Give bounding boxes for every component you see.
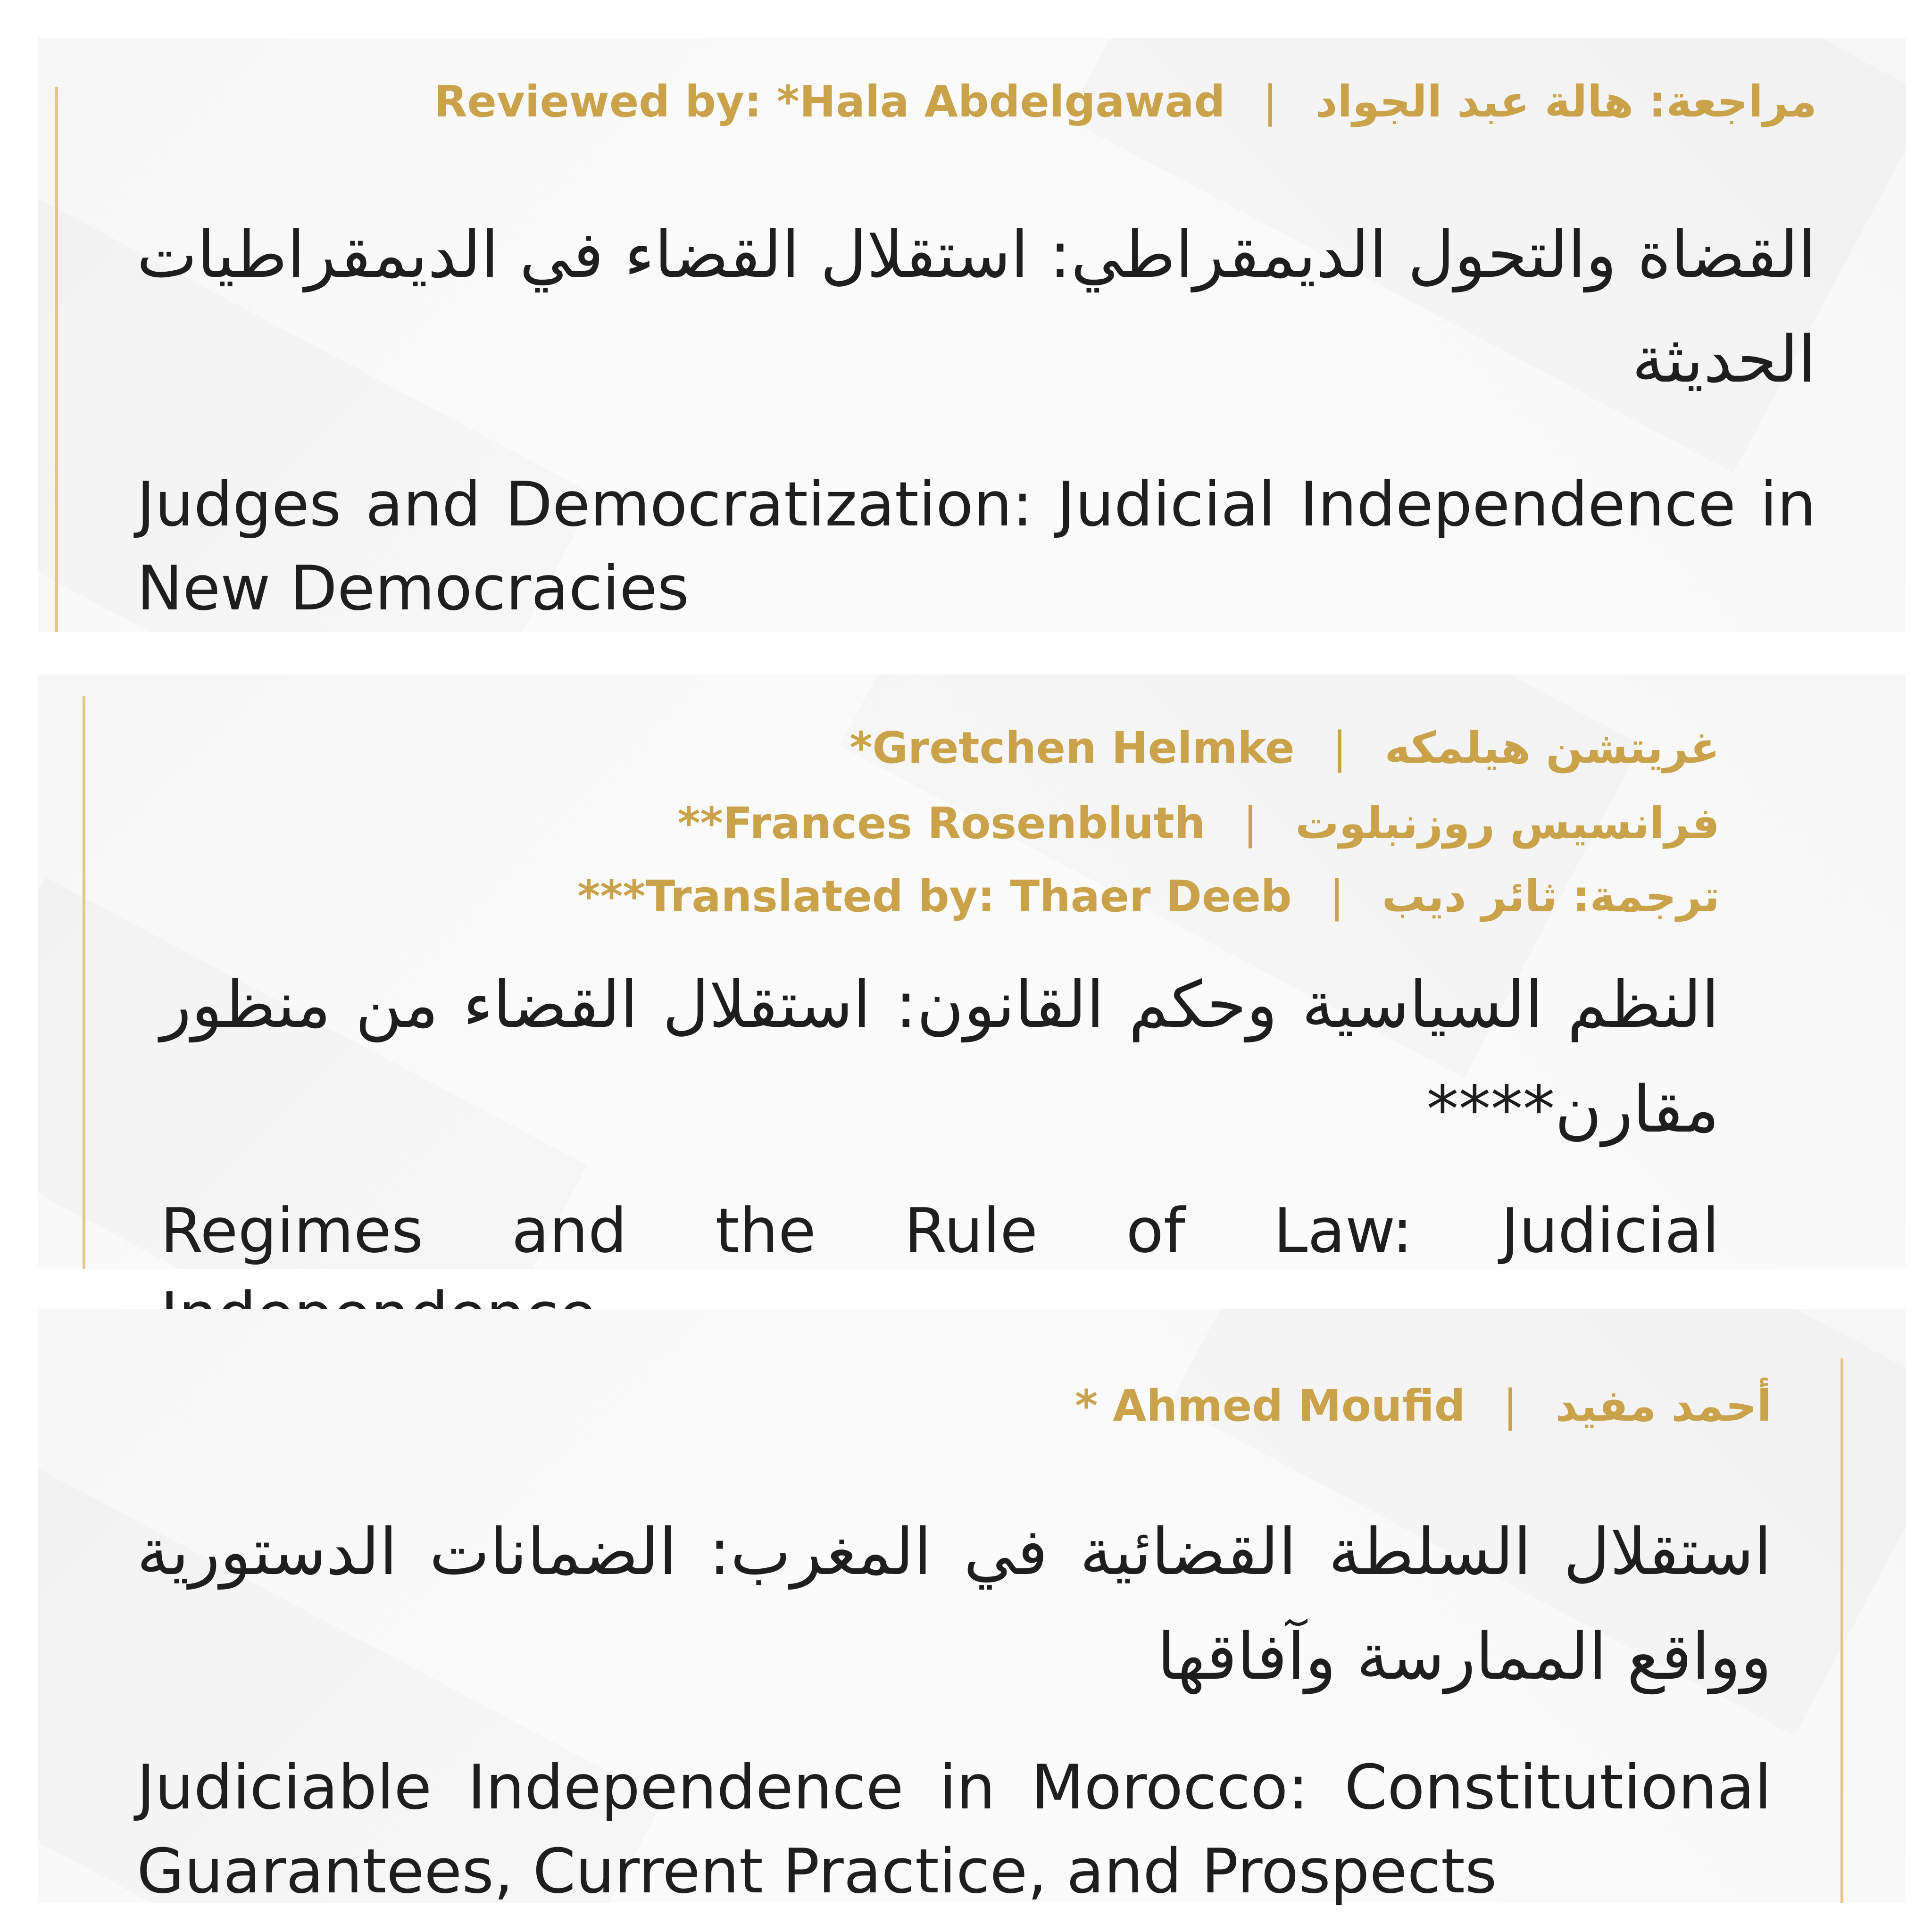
author-line-1: [849, 723, 1720, 773]
english-title-1: Judges and Democratization: Judicial Independence in New Democracies: [137, 468, 1816, 624]
author-arabic-2: فرانسيس روزنبلوت: [1295, 798, 1720, 849]
arabic-title-1: القضاة والتحول الديمقراطي: استقلال القضاء في الديمقراطيات الحديثة: [137, 218, 1816, 397]
accent-rule-1: [55, 87, 58, 632]
accent-rule-2: [83, 696, 85, 1269]
translator-arabic: ترجمة: ثائر ديب: [1382, 871, 1720, 922]
meta-separator: |: [1243, 798, 1258, 849]
author-line-3: [1075, 1381, 1772, 1431]
author-arabic-3: أحمد مفيد: [1555, 1381, 1772, 1431]
meta-separator: |: [1329, 871, 1344, 922]
author-latin-1: *Gretchen Helmke: [849, 723, 1295, 773]
meta-separator: |: [1503, 1381, 1518, 1431]
english-title-3: Judiciable Independence in Morocco: Constitutional Guarantees, Current Practice, and Prospects: [137, 1751, 1772, 1907]
reviewer-latin: Reviewed by: *Hala Abdelgawad: [433, 76, 1225, 127]
meta-separator: |: [1263, 76, 1278, 127]
translator-line: [577, 871, 1720, 922]
arabic-title-3: استقلال السلطة القضائية في المغرب: الضمانات الدستورية وواقع الممارسة وآفاقها: [137, 1515, 1772, 1694]
reviewer-arabic: مراجعة: هالة عبد الجواد: [1315, 76, 1817, 127]
accent-rule-3: [1840, 1358, 1843, 1903]
meta-separator: |: [1332, 723, 1347, 773]
author-arabic-1: غريتشن هيلمكه: [1384, 723, 1720, 773]
translator-latin: ***Translated by: Thaer Deeb: [577, 871, 1292, 922]
author-latin-2: **Frances Rosenbluth: [677, 798, 1206, 849]
author-line-2: [677, 798, 1720, 849]
english-title-2: Regimes and the Rule of Law: Judicial: [160, 1195, 1719, 1266]
author-latin-3: * Ahmed Moufid: [1075, 1381, 1466, 1431]
reviewer-line: [433, 76, 1817, 127]
arabic-title-2: النظم السياسية وحكم القانون: استقلال القضاء من منظور مقارن****: [160, 968, 1719, 1147]
